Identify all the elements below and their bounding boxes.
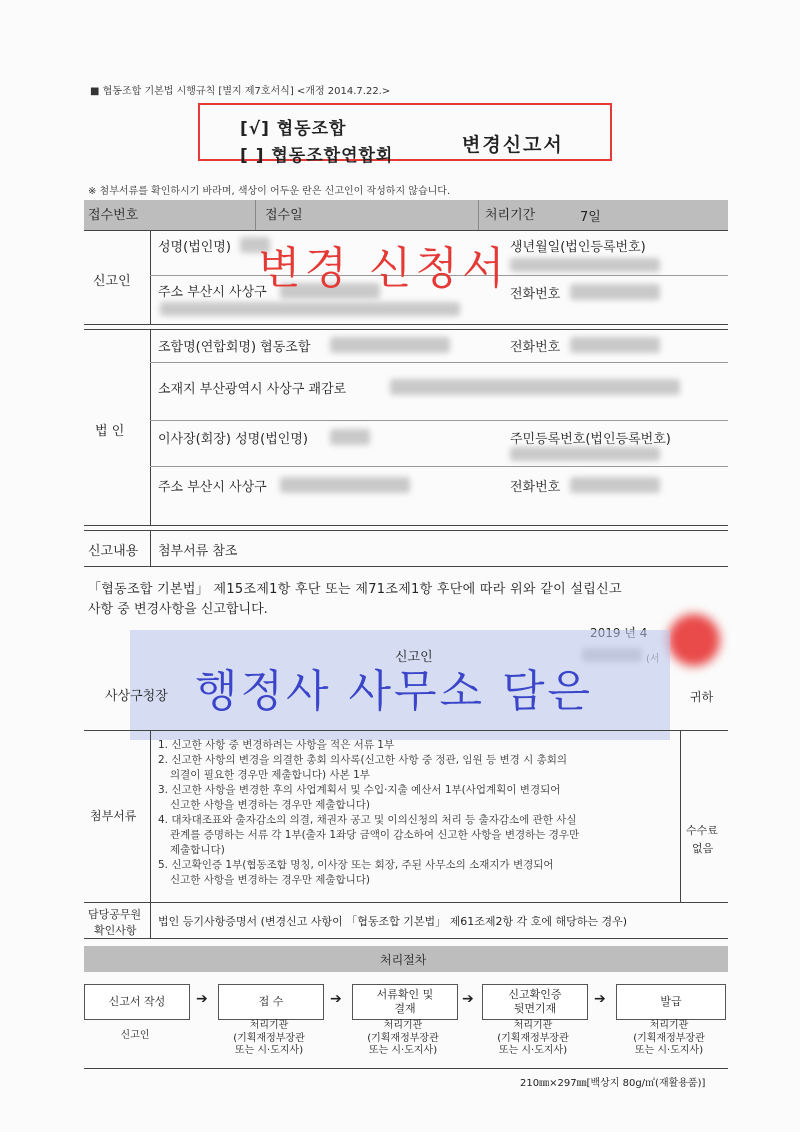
- period-value: 7일: [580, 210, 601, 225]
- process-step-4: [482, 984, 588, 1020]
- attachments-list: [158, 738, 678, 888]
- corp-address-label: 주소 부산시 사상구: [158, 480, 267, 495]
- reporter-section-label: 신고인: [93, 274, 131, 289]
- attachment-item: 제출합니다): [170, 844, 225, 856]
- attachment-item: 관계를 증명하는 서류 각 1부(출자 1좌당 금액이 감소하여 신고한 사항을 변경하는 경우만: [170, 829, 580, 841]
- attachment-item: 5. 신고확인증 1부(협동조합 명칭, 이사장 또는 회장, 주된 사무소의 소재지가 변경되어: [158, 859, 554, 871]
- process-note: 처리기관 (기획재정부장관 또는 시·도지사): [233, 1020, 305, 1056]
- reporter-name-label: 성명(법인명): [158, 240, 231, 255]
- attachment-item: 신고한 사항을 변경하는 경우만 제출합니다): [170, 874, 371, 886]
- attachment-item: 1. 신고한 사항 중 변경하려는 사항을 적은 서류 1부: [158, 739, 395, 751]
- attachment-item: 2. 신고한 사항의 변경을 의결한 총회 의사록(신고한 사항 중 정관, 임원 등 변경 시 총회의: [158, 754, 568, 766]
- overlay-red-text: 변경 신청서: [258, 243, 509, 294]
- recipient-suffix: 귀하: [690, 690, 714, 704]
- attachment-item: 의결이 필요한 경우만 제출합니다) 사본 1부: [170, 769, 370, 781]
- process-step-label: 발급: [660, 995, 682, 1009]
- form-title: 변경신고서: [462, 134, 564, 156]
- reporter-address-label: 주소 부산시 사상구: [158, 285, 267, 300]
- content-label: 신고내용: [88, 544, 139, 559]
- process-step-2: [218, 984, 324, 1020]
- official-value: 법인 등기사항증명서 (변경신고 사항이 「협동조합 기본법」 제61조제2항 각 호에 해당하는 경우): [158, 915, 628, 928]
- process-step-3: [352, 984, 458, 1020]
- content-value: 첨부서류 참조: [158, 544, 238, 559]
- statement-line2: 사항 중 변경사항을 신고합니다.: [88, 602, 268, 617]
- period-label: 처리기간: [485, 208, 536, 223]
- corp-phone2-label: 전화번호: [510, 480, 561, 495]
- fee-label: 수수료: [686, 824, 718, 837]
- corp-section-label: 법 인: [95, 424, 125, 439]
- process-note: 처리기관 (기획재정부장관 또는 시·도지사): [367, 1020, 439, 1056]
- process-note: 처리기관 (기획재정부장관 또는 시·도지사): [497, 1020, 569, 1056]
- corp-director-label: 이사장(회장) 성명(법인명): [158, 432, 308, 447]
- corp-phone-label: 전화번호: [510, 340, 561, 355]
- arrow-right-icon: ➔: [462, 991, 474, 1007]
- recipient-label: 사상구청장: [105, 689, 168, 704]
- process-step-label: 신고서 작성: [108, 995, 166, 1009]
- fee-value: 없음: [692, 842, 714, 855]
- arrow-right-icon: ➔: [594, 991, 606, 1007]
- receipt-date-label: 접수일: [265, 208, 303, 223]
- statement-line1: 「협동조합 기본법」 제15조제1항 후단 또는 제71조제1항 후단에 따라 위와 같이 설립신고: [88, 582, 622, 597]
- checkbox-federation[interactable]: [ ] 협동조합연합회: [240, 146, 394, 166]
- form-header-note: ■ 협동조합 기본법 시행규칙 [별지 제7호서식] <개정 2014.7.22.>: [90, 86, 391, 97]
- overlay-blue-text: 행정사 사무소 담은: [195, 666, 594, 717]
- process-step-label: 서류확인 및 결재: [376, 988, 434, 1015]
- corp-union-name-label: 조합명(연합회명) 협동조합: [158, 340, 311, 355]
- process-step-5: [616, 984, 726, 1020]
- reporter-sign-label: 신고인: [395, 650, 433, 665]
- reporter-birth-label: 생년월일(법인등록번호): [510, 240, 646, 255]
- official-label-line2: 확인사항: [94, 924, 137, 937]
- process-note: 처리기관 (기획재정부장관 또는 시·도지사): [633, 1020, 705, 1056]
- process-step-1: [84, 984, 190, 1020]
- receipt-bar: [84, 200, 728, 230]
- official-label-line1: 담당공무원: [88, 908, 142, 921]
- attachment-item: 신고한 사항을 변경하는 경우만 제출합니다): [170, 799, 371, 811]
- corp-resident-label: 주민등록번호(법인등록번호): [510, 432, 671, 447]
- arrow-right-icon: ➔: [196, 991, 208, 1007]
- attachments-label: 첨부서류: [90, 809, 137, 823]
- notice-text: ※ 첨부서류를 확인하시기 바라며, 색상이 어두운 란은 신고인이 작성하지 않습니다.: [88, 186, 451, 197]
- receipt-no-label: 접수번호: [88, 208, 139, 223]
- attachment-item: 3. 신고한 사항을 변경한 후의 사업계획서 및 수입·지출 예산서 1부(사업계획이 변경되어: [158, 784, 561, 796]
- footer-paper-spec: 210㎜×297㎜[백상지 80g/㎡(재활용품)]: [520, 1078, 706, 1089]
- process-step-label: 접 수: [258, 995, 284, 1009]
- reporter-phone-label: 전화번호: [510, 287, 561, 302]
- process-title: 처리절차: [380, 953, 427, 967]
- checkbox-union[interactable]: [√] 협동조합: [240, 119, 347, 139]
- arrow-right-icon: ➔: [330, 991, 342, 1007]
- corp-location-label: 소재지 부산광역시 사상구 괘감로: [158, 382, 347, 397]
- attachment-item: 4. 대차대조표와 출자감소의 의결, 채권자 공고 및 이의신청의 처리 등 출자감소에 관한 사실: [158, 814, 577, 826]
- process-note: 신고인: [120, 1030, 150, 1041]
- seal-stamp: [668, 614, 720, 666]
- process-step-label: 신고확인증 뒷면기재: [508, 988, 562, 1015]
